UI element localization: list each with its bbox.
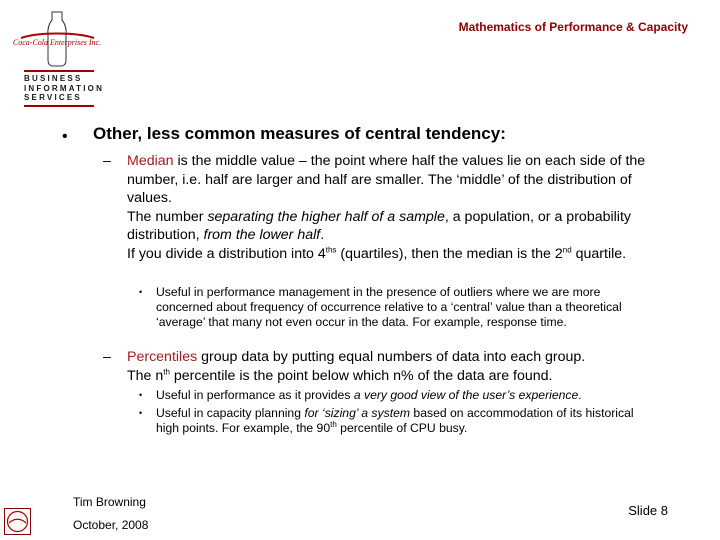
percentiles-item [103,348,663,385]
median-definition-text: is the middle value – the point where half the values lie on each side of the number, i.e. half are larger and half are smaller. The ‘middle’ of the distribution of values. [127,153,646,207]
logo-line-1: BUSINESS [24,74,83,83]
percentiles-sub-bullet-1-text: Useful in performance as it provides a very good view of the user’s experience. [156,388,582,402]
percentiles-sub-bullet-2 [139,406,659,436]
percentiles-paragraph-2: The $n^{th}$ percentile is the point below which n% of the data are found. [127,366,553,384]
percentiles-term: Percentiles [127,349,198,365]
main-bullet-text: Other, less common measures of central tendency: [93,124,506,143]
median-sub-bullet [139,285,659,329]
main-bullet-marker: • [62,128,68,145]
median-paragraph-3: If you divide a distribution into $4^{ths}$ (quartiles), then the median is the 2nd quartile. [127,245,627,262]
logo-line-2: INFORMATION [24,83,105,93]
bullet-marker: • [139,287,143,297]
percentiles-sub-bullet-1 [139,388,659,403]
bullet-marker: • [139,390,143,400]
logo-script: Coca-Cola Enterprises Inc. [12,38,102,47]
median-definition [127,152,663,208]
median-item [103,152,663,264]
logo-divider-bottom [24,105,94,107]
bullet-marker: • [139,408,143,418]
percentiles-definition: Percentiles group data by putting equal numbers of data into each group. [127,349,586,365]
logo-line-3: SERVICES [24,93,82,102]
median-sub-bullet-text: Useful in performance management in the presence of outliers where we are more concerned about frequency of occurrence relative to a ‘central’ value than a theoretical ‘average’ that many not even occur in the data. For example, response time. [156,285,622,329]
footer-author: Tim Browning [73,495,146,509]
logo-mark [12,10,102,68]
dash-marker: – [103,349,111,365]
small-logo-icon [4,508,31,535]
logo-divider [24,70,94,72]
slide-number: Slide 8 [628,503,668,518]
median-term: Median [127,153,174,169]
footer-date: October, 2008 [73,518,149,532]
percentiles-sub-bullet-2-text: Useful in capacity planning for ‘sizing’ a system based on accommodation of its historical high points. For example, the 90th percentile of CPU busy. [156,406,634,435]
dash-marker: – [103,153,111,169]
median-paragraph-2: The number separating the higher half of a sample, a population, or a probability distribution, from the lower half. [127,208,631,244]
company-logo [12,10,105,109]
slide-header-title: Mathematics of Performance & Capacity [458,20,688,34]
